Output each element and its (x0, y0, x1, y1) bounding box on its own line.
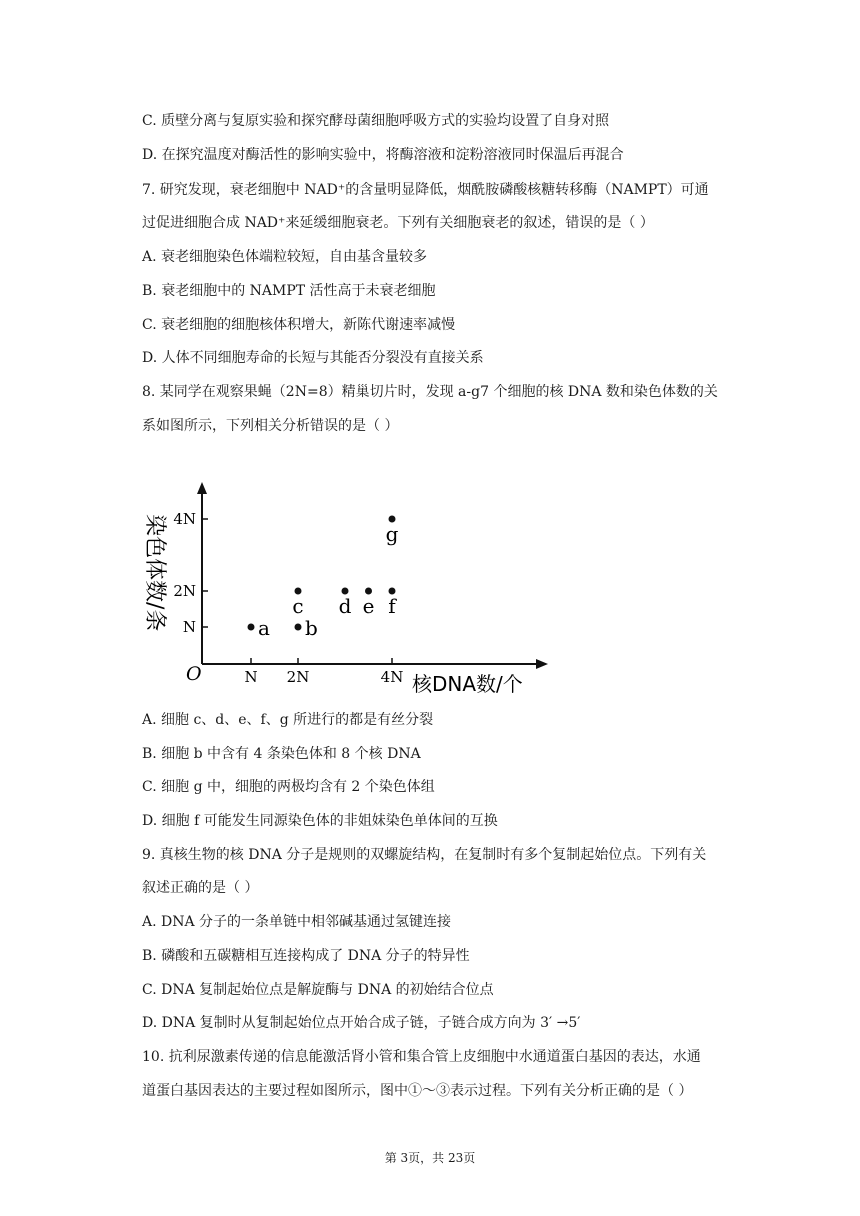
option-c-line: C. 质壁分离与复原实验和探究酵母菌细胞呼吸方式的实验均设置了自身对照 (142, 113, 610, 129)
question-9-option-b: B. 磷酸和五碳糖相互连接构成了 DNA 分子的特异性 (142, 948, 470, 964)
x-tick-label: 2N (286, 668, 310, 686)
y-tick-label: N (182, 618, 196, 636)
y-axis-title: 染色体数/条 (142, 514, 167, 632)
data-point-label-g: g (385, 522, 399, 546)
data-point-label-b: b (305, 616, 318, 640)
chromosome-dna-scatter-chart (140, 478, 560, 698)
question-9-option-a: A. DNA 分子的一条单链中相邻碱基通过氢键连接 (142, 914, 452, 930)
question-9-option-c: C. DNA 复制起始位点是解旋酶与 DNA 的初始结合位点 (142, 982, 494, 998)
question-8-option-b: B. 细胞 b 中含有 4 条染色体和 8 个核 DNA (142, 746, 421, 762)
origin-label: O (186, 663, 202, 685)
question-8-option-c: C. 细胞 g 中，细胞的两极均含有 2 个染色体组 (142, 779, 435, 795)
question-9-stem-1: 9. 真核生物的核 DNA 分子是规则的双螺旋结构，在复制时有多个复制起始位点。下列有关 (142, 847, 707, 863)
question-7-option-b: B. 衰老细胞中的 NAMPT 活性高于未衰老细胞 (142, 283, 436, 299)
data-point-b (295, 624, 302, 631)
question-8-option-a: A. 细胞 c、d、e、f、g 所进行的都是有丝分裂 (142, 712, 434, 728)
question-7-option-d: D. 人体不同细胞寿命的长短与其能否分裂没有直接关系 (142, 350, 484, 366)
question-9-option-d: D. DNA 复制时从复制起始位点开始合成子链，子链合成方向为 3′ →5′ (142, 1015, 581, 1031)
question-7-stem-1: 7. 研究发现，衰老细胞中 NAD⁺的含量明显降低，烟酰胺磷酸核糖转移酶（NAMPT）可通 (142, 182, 709, 198)
question-9-stem-2: 叙述正确的是（ ） (142, 880, 259, 896)
question-8-stem-1: 8. 某同学在观察果蝇（2N=8）精巢切片时，发现 a-g7 个细胞的核 DNA 数和染色体数的关 (142, 384, 718, 400)
data-point-label-f: f (388, 594, 396, 618)
data-point-a (248, 624, 255, 631)
x-axis-arrow (536, 659, 548, 669)
question-10-stem-1: 10. 抗利尿激素传递的信息能激活肾小管和集合管上皮细胞中水通道蛋白基因的表达，水通 (142, 1049, 701, 1065)
question-8-option-d: D. 细胞 f 可能发生同源染色体的非姐妹染色单体间的互换 (142, 813, 498, 829)
option-d-line: D. 在探究温度对酶活性的影响实验中，将酶溶液和淀粉溶液同时保温后再混合 (142, 147, 624, 163)
question-7-stem-2: 过促进细胞合成 NAD⁺来延缓细胞衰老。下列有关细胞衰老的叙述，错误的是（ ） (142, 215, 654, 231)
y-tick-label: 2N (173, 582, 196, 600)
question-7-option-a: A. 衰老细胞染色体端粒较短，自由基含量较多 (142, 249, 428, 265)
y-tick-label: 4N (173, 510, 196, 528)
question-10-stem-2: 道蛋白基因表达的主要过程如图所示，图中①～③表示过程。下列有关分析正确的是（ ） (142, 1083, 693, 1099)
x-tick-label: N (244, 668, 258, 686)
page-footer: 第 3页，共 23页 (384, 1151, 476, 1165)
question-7-option-c: C. 衰老细胞的细胞核体积增大，新陈代谢速率减慢 (142, 317, 456, 333)
data-point-label-d: d (338, 594, 352, 618)
question-8-stem-2: 系如图所示，下列相关分析错误的是（ ） (142, 418, 399, 434)
x-tick-label: 4N (380, 668, 404, 686)
y-axis-arrow (197, 482, 207, 494)
x-axis-title: 核DNA数/个 (412, 672, 523, 696)
data-point-label-c: c (292, 594, 304, 618)
data-point-label-a: a (258, 616, 270, 640)
data-point-label-e: e (362, 594, 375, 618)
